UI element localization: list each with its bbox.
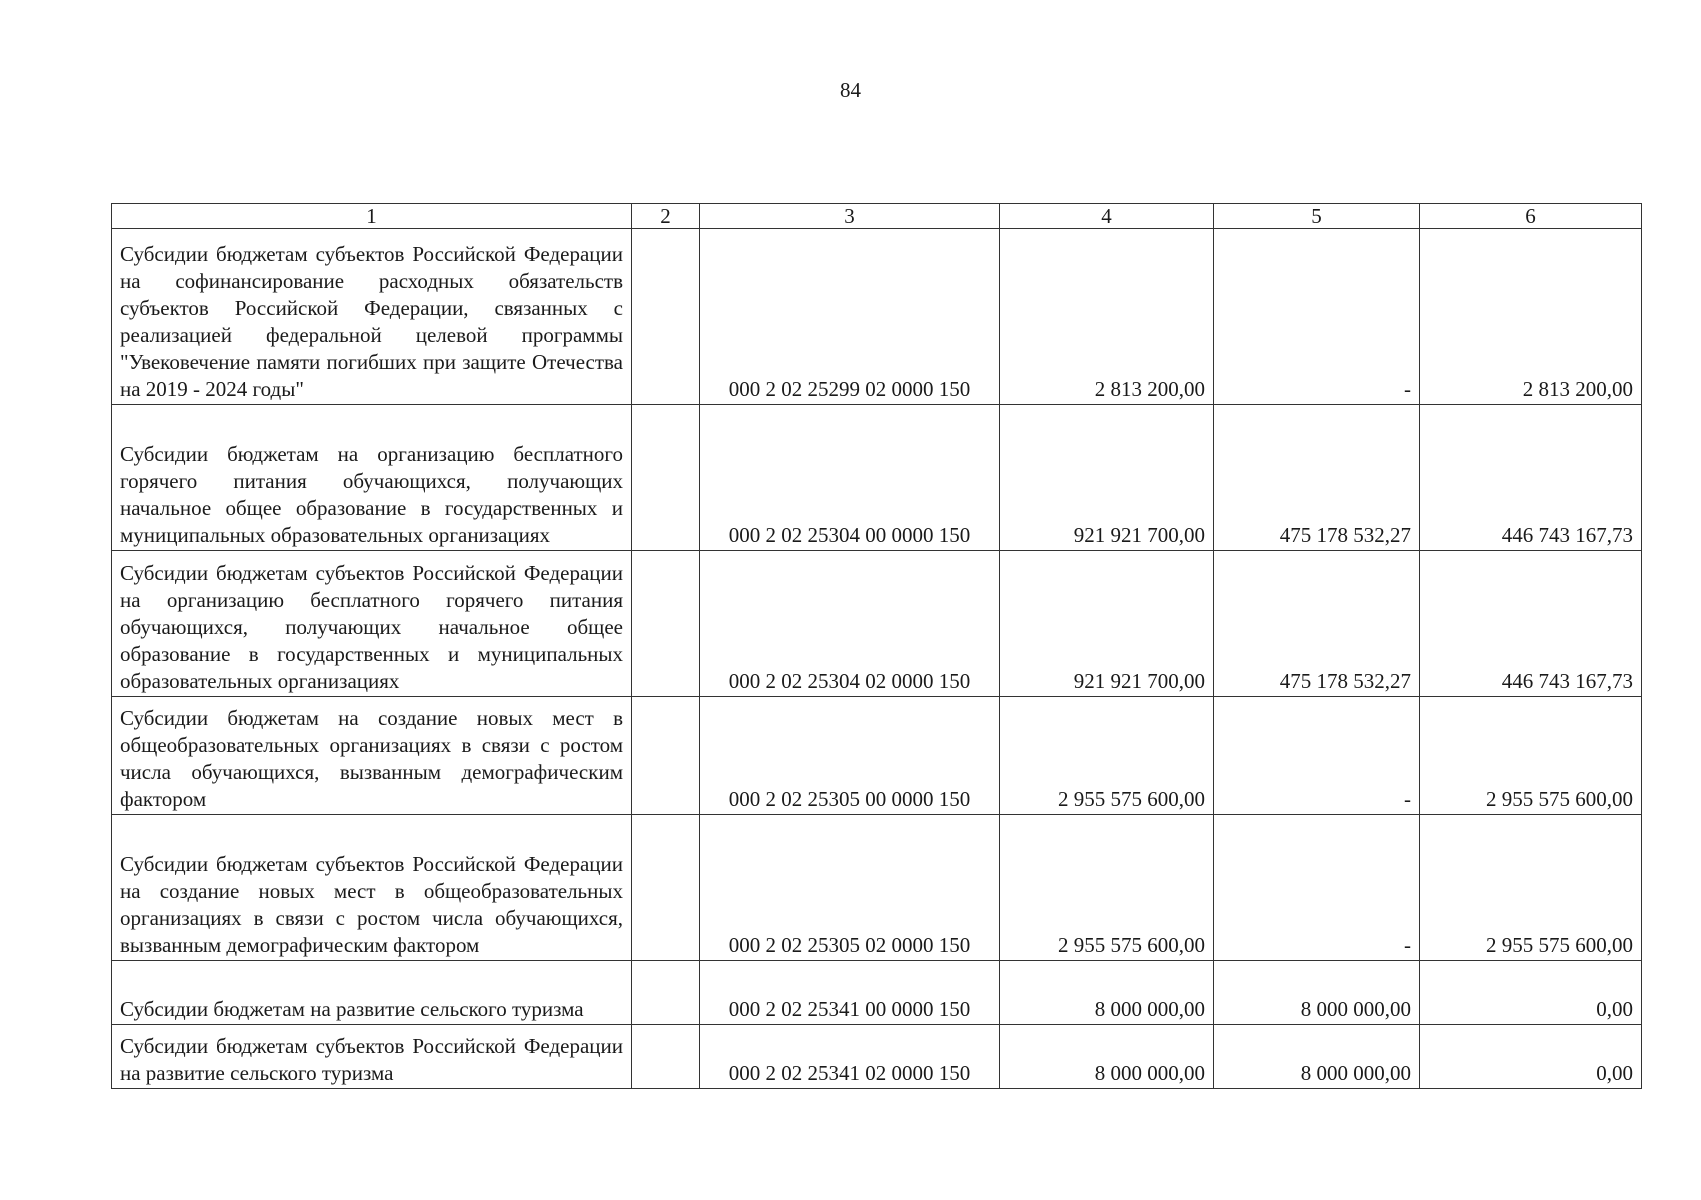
row-col2: [632, 815, 700, 961]
row-code: 000 2 02 25299 02 0000 150: [700, 229, 1000, 405]
row-col2: [632, 961, 700, 1025]
row-col6: 2 955 575 600,00: [1420, 815, 1642, 961]
table-row: [112, 815, 1642, 961]
row-col4: 8 000 000,00: [1000, 961, 1214, 1025]
row-col4: 921 921 700,00: [1000, 551, 1214, 697]
table-row: [112, 961, 1642, 1025]
row-col5: 475 178 532,27: [1214, 551, 1420, 697]
row-col5: -: [1214, 697, 1420, 815]
row-col5: -: [1214, 815, 1420, 961]
row-col5: 8 000 000,00: [1214, 961, 1420, 1025]
table-header-row: [112, 204, 1642, 229]
row-col4: 921 921 700,00: [1000, 405, 1214, 551]
row-col5: 8 000 000,00: [1214, 1025, 1420, 1089]
row-col2: [632, 697, 700, 815]
row-col5: -: [1214, 229, 1420, 405]
row-col2: [632, 551, 700, 697]
column-header-3: 3: [700, 204, 1000, 229]
row-col2: [632, 1025, 700, 1089]
row-name: Субсидии бюджетам субъектов Российской Федерации на софинансирование расходных обязательств субъектов Российской Федерации, связанных с реализацией федеральной целевой программы "Увековечение памяти погибших при защите Отечества на 2019 - 2024 годы": [112, 229, 632, 405]
row-name: Субсидии бюджетам субъектов Российской Федерации на организацию бесплатного горячего питания обучающихся, получающих начальное общее образование в государственных и муниципальных образовательных организациях: [112, 551, 632, 697]
row-col4: 8 000 000,00: [1000, 1025, 1214, 1089]
row-col4: 2 955 575 600,00: [1000, 697, 1214, 815]
row-code: 000 2 02 25304 00 0000 150: [700, 405, 1000, 551]
column-header-6: 6: [1420, 204, 1642, 229]
column-header-2: 2: [632, 204, 700, 229]
row-col6: 0,00: [1420, 1025, 1642, 1089]
row-col6: 0,00: [1420, 961, 1642, 1025]
row-col5: 475 178 532,27: [1214, 405, 1420, 551]
row-code: 000 2 02 25305 00 0000 150: [700, 697, 1000, 815]
row-name: Субсидии бюджетам субъектов Российской Федерации на развитие сельского туризма: [112, 1025, 632, 1089]
row-name: Субсидии бюджетам на развитие сельского туризма: [112, 961, 632, 1025]
row-col6: 446 743 167,73: [1420, 405, 1642, 551]
table-row: [112, 697, 1642, 815]
row-code: 000 2 02 25341 02 0000 150: [700, 1025, 1000, 1089]
column-header-4: 4: [1000, 204, 1214, 229]
row-code: 000 2 02 25304 02 0000 150: [700, 551, 1000, 697]
row-col2: [632, 229, 700, 405]
page-number: 84: [840, 78, 861, 102]
row-col6: 2 955 575 600,00: [1420, 697, 1642, 815]
row-name: Субсидии бюджетам на организацию бесплатного горячего питания обучающихся, получающих начальное общее образование в государственных и муниципальных образовательных организациях: [112, 405, 632, 551]
budget-table: [111, 203, 1642, 1089]
column-header-1: 1: [112, 204, 632, 229]
row-col4: 2 955 575 600,00: [1000, 815, 1214, 961]
row-name: Субсидии бюджетам на создание новых мест в общеобразовательных организациях в связи с ростом числа обучающихся, вызванным демографическим фактором: [112, 697, 632, 815]
table-row: [112, 229, 1642, 405]
row-code: 000 2 02 25341 00 0000 150: [700, 961, 1000, 1025]
row-col4: 2 813 200,00: [1000, 229, 1214, 405]
row-col2: [632, 405, 700, 551]
row-name: Субсидии бюджетам субъектов Российской Федерации на создание новых мест в общеобразовательных организациях в связи с ростом числа обучающихся, вызванным демографическим фактором: [112, 815, 632, 961]
table-row: [112, 1025, 1642, 1089]
row-col6: 446 743 167,73: [1420, 551, 1642, 697]
table-row: [112, 551, 1642, 697]
row-col6: 2 813 200,00: [1420, 229, 1642, 405]
column-header-5: 5: [1214, 204, 1420, 229]
row-code: 000 2 02 25305 02 0000 150: [700, 815, 1000, 961]
table-row: [112, 405, 1642, 551]
